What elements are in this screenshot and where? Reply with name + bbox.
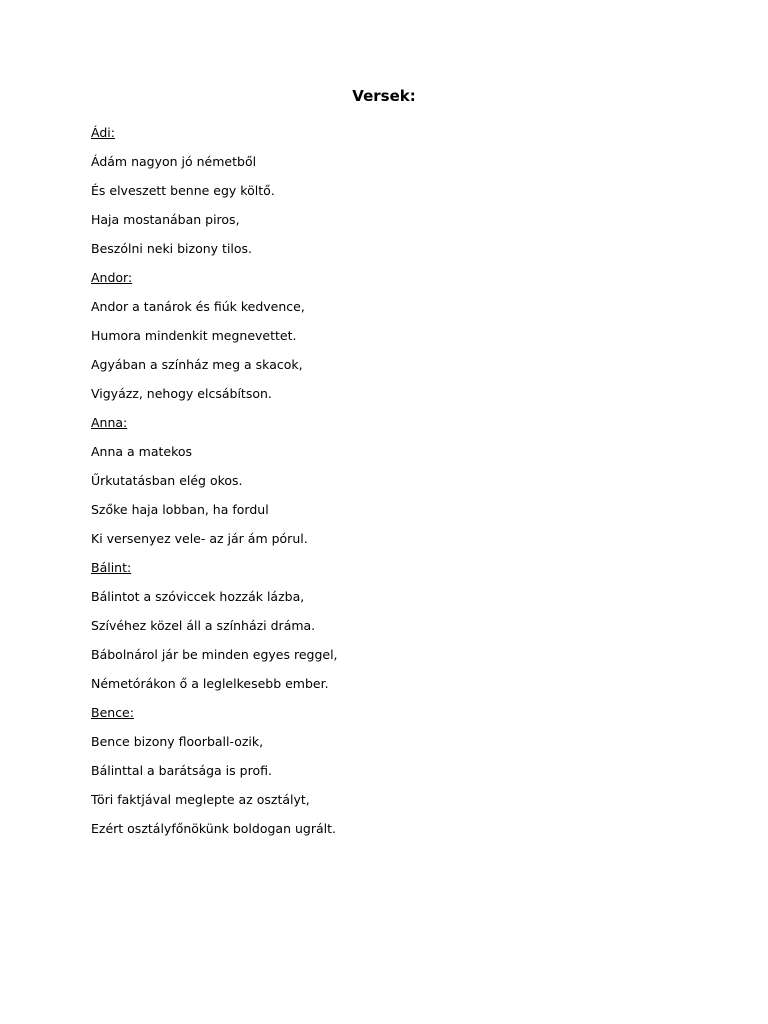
poem-line: Andor a tanárok és fiúk kedvence, [91,299,305,314]
poem-line: Vigyázz, nehogy elcsábítson. [91,386,272,401]
poem-line: Bálinttal a barátsága is profi. [91,763,272,778]
poem-heading: Bence: [91,705,134,720]
poem-heading: Andor: [91,270,133,285]
poem-line: Bálintot a szóviccek hozzák lázba, [91,589,305,604]
poem-line: És elveszett benne egy költő. [91,183,275,198]
poem-line: Szőke haja lobban, ha fordul [91,502,269,517]
poem-line: Agyában a színház meg a skacok, [91,357,303,372]
poem-andor [91,263,691,408]
poem-line: Szívéhez közel áll a színházi dráma. [91,618,316,633]
poem-line: Haja mostanában piros, [91,212,240,227]
poem-line: Űrkutatásban elég okos. [91,473,243,488]
poem-bence [91,698,691,843]
poem-heading: Anna: [91,415,128,430]
poem-line: Humora mindenkit megnevettet. [91,328,297,343]
poem-line: Ádám nagyon jó németből [91,154,257,169]
poem-anna [91,408,691,553]
poem-balint [91,553,691,698]
poems-container [91,118,691,843]
poem-line: Ezért osztályfőnökünk boldogan ugrált. [91,821,336,836]
poem-line: Töri faktjával meglepte az osztályt, [91,792,310,807]
poem-line: Beszólni neki bizony tilos. [91,241,253,256]
document-title: Versek: [352,87,416,105]
poem-heading: Bálint: [91,560,132,575]
poem-line: Bence bizony floorball-ozik, [91,734,264,749]
poem-line: Bábolnárol jár be minden egyes reggel, [91,647,338,662]
poem-adi [91,118,691,263]
poem-line: Ki versenyez vele- az jár ám pórul. [91,531,308,546]
poem-line: Anna a matekos [91,444,193,459]
poem-line: Németórákon ő a leglelkesebb ember. [91,676,329,691]
poem-heading: Ádi: [91,125,115,140]
